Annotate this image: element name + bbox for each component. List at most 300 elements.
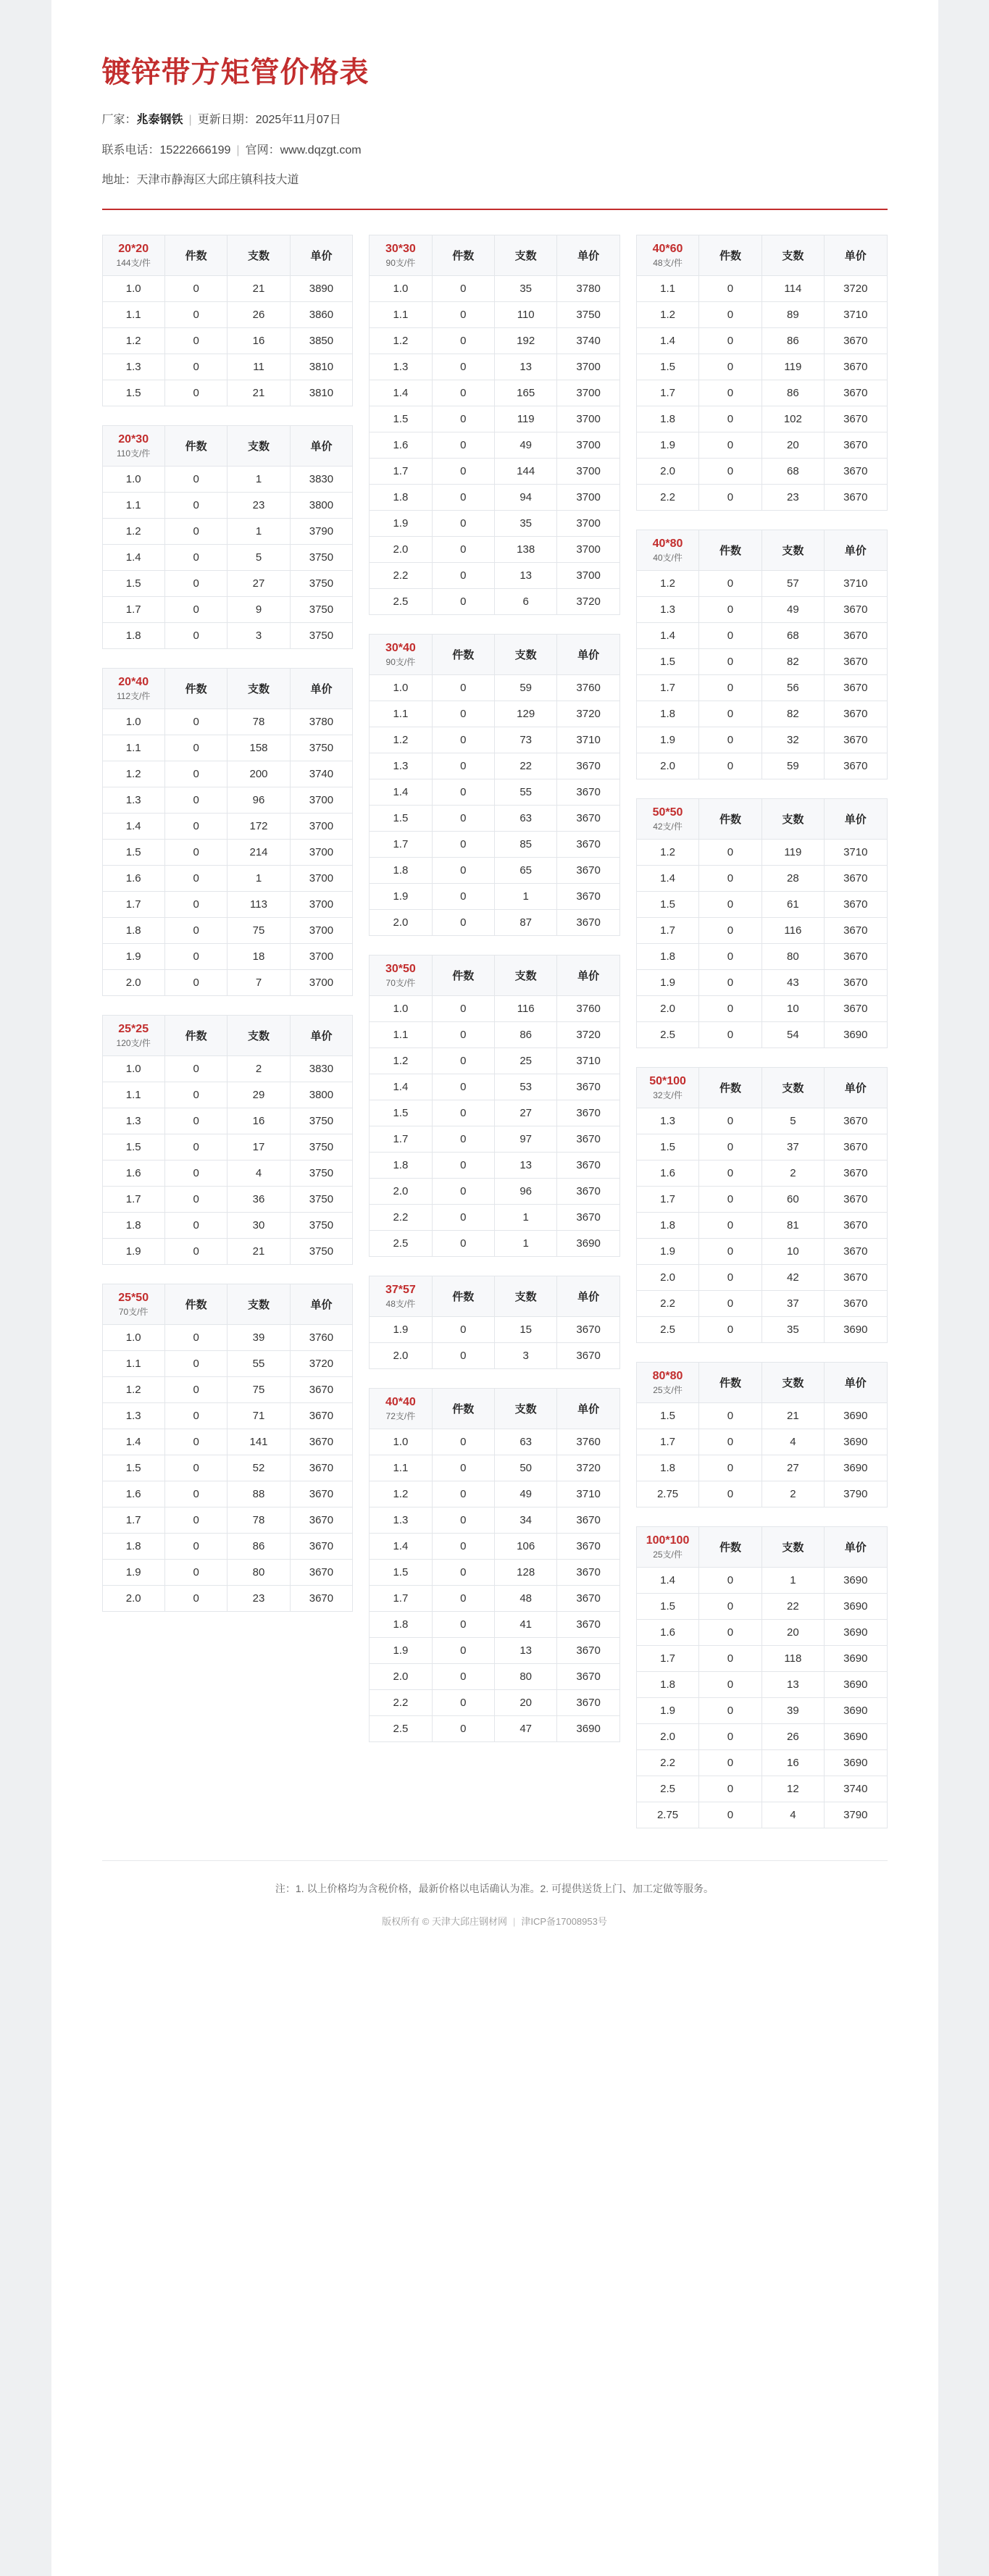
- thickness-cell: 1.5: [102, 380, 164, 406]
- pieces-cell: 35: [494, 275, 556, 301]
- pieces-cell: 22: [761, 1593, 824, 1619]
- pieces-cell: 56: [761, 674, 824, 701]
- bundles-cell: 0: [699, 1645, 761, 1671]
- column-header-1: 件数: [164, 425, 227, 466]
- pieces-cell: 106: [494, 1533, 556, 1559]
- thickness-cell: 1.4: [102, 1429, 164, 1455]
- spec-table-20*20: [102, 235, 354, 406]
- spec-table-80*80: [636, 1362, 888, 1507]
- pieces-cell: 35: [494, 510, 556, 536]
- thickness-cell: 2.2: [636, 1749, 698, 1776]
- thickness-cell: 2.0: [102, 969, 164, 995]
- price-cell: 3690: [825, 1402, 887, 1429]
- table-row: [370, 674, 620, 701]
- table-row: [102, 1134, 353, 1160]
- bundles-cell: 0: [432, 1455, 494, 1481]
- table-row: [102, 1585, 353, 1611]
- bundles-cell: 0: [699, 1134, 761, 1160]
- pieces-cell: 87: [494, 909, 556, 935]
- bundles-cell: 0: [432, 354, 494, 380]
- column-header-3: 单价: [557, 235, 619, 275]
- spec-title: [636, 1362, 698, 1402]
- pieces-cell: 49: [494, 432, 556, 458]
- column-header-2: 支数: [761, 1362, 824, 1402]
- top-spacer: [51, 0, 938, 6]
- bundles-cell: 0: [164, 813, 227, 839]
- pieces-cell: 119: [761, 839, 824, 865]
- table-row: [370, 1637, 620, 1663]
- pieces-cell: 82: [761, 701, 824, 727]
- pieces-cell: 21: [228, 275, 290, 301]
- spec-pack: 48支/件: [385, 1298, 416, 1309]
- bundles-cell: 0: [164, 1160, 227, 1186]
- bundles-cell: 0: [699, 1238, 761, 1264]
- spec-table-25*50: [102, 1284, 354, 1612]
- table-row: [370, 1689, 620, 1715]
- pieces-cell: 55: [228, 1350, 290, 1376]
- price-cell: 3750: [290, 1186, 352, 1212]
- table-row: [636, 969, 887, 995]
- price-list-page: [51, 0, 938, 2576]
- thickness-cell: 1.1: [370, 1455, 432, 1481]
- pieces-cell: 36: [228, 1186, 290, 1212]
- bundles-cell: 0: [699, 432, 761, 458]
- bundles-cell: 0: [164, 969, 227, 995]
- page-title: 镀锌带方矩管价格表: [101, 57, 370, 88]
- footer-copyright-line: [102, 1914, 888, 1928]
- spec-pack: 42支/件: [653, 821, 683, 832]
- table-row: [370, 1559, 620, 1585]
- thickness-cell: 1.5: [102, 839, 164, 865]
- table-row: [102, 1238, 353, 1264]
- column-header-2: 支数: [494, 955, 556, 995]
- price-cell: 3670: [825, 1108, 887, 1134]
- table-header-row: [636, 798, 887, 839]
- bundles-cell: 0: [164, 1507, 227, 1533]
- table-row: [102, 943, 353, 969]
- site-value[interactable]: www.dqzgt.com: [280, 143, 362, 156]
- bundles-cell: 0: [164, 1559, 227, 1585]
- thickness-cell: 1.1: [102, 1350, 164, 1376]
- bundles-cell: 0: [164, 943, 227, 969]
- thickness-cell: 1.9: [636, 969, 698, 995]
- factory-label: 厂家：: [101, 114, 137, 126]
- bundles-cell: 0: [699, 622, 761, 648]
- price-cell: 3670: [825, 1264, 887, 1290]
- price-cell: 3670: [825, 484, 887, 510]
- pieces-cell: 1: [494, 1204, 556, 1230]
- table-row: [370, 1074, 620, 1100]
- thickness-cell: 1.3: [636, 596, 698, 622]
- thickness-cell: 1.9: [370, 1316, 432, 1342]
- table-row: [636, 327, 887, 354]
- pieces-cell: 78: [228, 708, 290, 735]
- pieces-cell: 102: [761, 406, 824, 432]
- bundles-cell: 0: [699, 354, 761, 380]
- bundles-cell: 0: [432, 588, 494, 614]
- copyright-text: 版权所有 © 天津大邱庄钢材网: [382, 1915, 507, 1927]
- pieces-cell: 13: [761, 1671, 824, 1697]
- bundles-cell: 0: [699, 1160, 761, 1186]
- table-header-row: [102, 235, 353, 275]
- table-header-row: [102, 668, 353, 708]
- pieces-cell: 5: [761, 1108, 824, 1134]
- pieces-cell: 2: [761, 1481, 824, 1507]
- table-row: [636, 1021, 887, 1047]
- column-header-1: 件数: [699, 798, 761, 839]
- pieces-cell: 110: [494, 301, 556, 327]
- table-row: [370, 805, 620, 831]
- pieces-cell: 9: [228, 596, 290, 622]
- thickness-cell: 1.0: [370, 275, 432, 301]
- table-row: [370, 1585, 620, 1611]
- bundles-cell: 0: [699, 648, 761, 674]
- pieces-cell: 12: [761, 1776, 824, 1802]
- table-row: [102, 1082, 353, 1108]
- price-cell: 3720: [557, 701, 619, 727]
- bundles-cell: 0: [432, 753, 494, 779]
- thickness-cell: 1.5: [636, 1134, 698, 1160]
- table-header-row: [102, 425, 353, 466]
- bundles-cell: 0: [432, 1021, 494, 1047]
- pieces-cell: 28: [761, 865, 824, 891]
- table-row: [102, 1108, 353, 1134]
- thickness-cell: 1.0: [102, 466, 164, 492]
- thickness-cell: 1.9: [102, 943, 164, 969]
- update-label: 更新日期：: [197, 114, 256, 126]
- table-row: [370, 354, 620, 380]
- bundles-cell: 0: [699, 484, 761, 510]
- thickness-cell: 1.3: [102, 1108, 164, 1134]
- pieces-cell: 6: [494, 588, 556, 614]
- thickness-cell: 1.6: [102, 1481, 164, 1507]
- bundles-cell: 0: [164, 1429, 227, 1455]
- bundles-cell: 0: [699, 1290, 761, 1316]
- table-row: [370, 1047, 620, 1074]
- bundles-cell: 0: [699, 1264, 761, 1290]
- price-column-2: [369, 235, 620, 1742]
- thickness-cell: 1.4: [636, 1567, 698, 1593]
- table-row: [102, 1429, 353, 1455]
- table-row: [636, 622, 887, 648]
- thickness-cell: 1.2: [636, 570, 698, 596]
- bundles-cell: 0: [432, 406, 494, 432]
- pieces-cell: 13: [494, 1637, 556, 1663]
- thickness-cell: 1.5: [370, 1100, 432, 1126]
- bundles-cell: 0: [432, 1533, 494, 1559]
- bundles-cell: 0: [164, 1186, 227, 1212]
- bundles-cell: 0: [432, 995, 494, 1021]
- column-header-2: 支数: [228, 1284, 290, 1324]
- spec-pack: 70支/件: [118, 1306, 149, 1317]
- table-row: [370, 1126, 620, 1152]
- price-cell: 3670: [825, 1134, 887, 1160]
- table-header-row: [102, 1284, 353, 1324]
- price-cell: 3670: [557, 1585, 619, 1611]
- bundles-cell: 0: [164, 1481, 227, 1507]
- price-cell: 3670: [825, 458, 887, 484]
- column-header-3: 单价: [557, 1388, 619, 1429]
- column-header-2: 支数: [228, 1015, 290, 1055]
- bundles-cell: 0: [164, 1108, 227, 1134]
- price-cell: 3670: [825, 674, 887, 701]
- price-cell: 3750: [290, 596, 352, 622]
- price-cell: 3850: [290, 327, 352, 354]
- thickness-cell: 1.3: [102, 787, 164, 813]
- spec-size: 100*100: [646, 1534, 690, 1547]
- bundles-cell: 0: [699, 1186, 761, 1212]
- table-row: [102, 813, 353, 839]
- pieces-cell: 20: [494, 1689, 556, 1715]
- price-cell: 3670: [557, 1074, 619, 1100]
- pieces-cell: 80: [761, 943, 824, 969]
- pieces-cell: 4: [761, 1429, 824, 1455]
- price-cell: 3690: [825, 1671, 887, 1697]
- price-cell: 3750: [290, 622, 352, 648]
- price-cell: 3690: [825, 1455, 887, 1481]
- pieces-cell: 214: [228, 839, 290, 865]
- pieces-cell: 37: [761, 1290, 824, 1316]
- price-cell: 3750: [290, 1212, 352, 1238]
- table-row: [102, 1376, 353, 1402]
- pieces-cell: 37: [761, 1134, 824, 1160]
- price-cell: 3670: [557, 909, 619, 935]
- thickness-cell: 1.5: [370, 406, 432, 432]
- table-row: [370, 327, 620, 354]
- bundles-cell: 0: [432, 883, 494, 909]
- bundles-cell: 0: [432, 1178, 494, 1204]
- spec-title: [636, 235, 698, 275]
- price-cell: 3670: [825, 1186, 887, 1212]
- thickness-cell: 1.8: [102, 1533, 164, 1559]
- price-cell: 3700: [557, 406, 619, 432]
- table-row: [636, 1429, 887, 1455]
- bundles-cell: 0: [432, 301, 494, 327]
- price-cell: 3670: [290, 1429, 352, 1455]
- thickness-cell: 1.5: [370, 805, 432, 831]
- table-row: [370, 1715, 620, 1741]
- price-cell: 3700: [557, 458, 619, 484]
- spec-title: [370, 634, 432, 674]
- price-tables-columns: [51, 210, 938, 1828]
- thickness-cell: 1.4: [370, 1074, 432, 1100]
- pieces-cell: 47: [494, 1715, 556, 1741]
- icp-text[interactable]: 津ICP备17008953号: [521, 1915, 607, 1927]
- bundles-cell: 0: [432, 831, 494, 857]
- table-row: [102, 301, 353, 327]
- bundles-cell: 0: [432, 1152, 494, 1178]
- pieces-cell: 30: [228, 1212, 290, 1238]
- table-row: [636, 1723, 887, 1749]
- bundles-cell: 0: [432, 805, 494, 831]
- bundles-cell: 0: [699, 1481, 761, 1507]
- table-row: [636, 1481, 887, 1507]
- price-cell: 3670: [557, 1559, 619, 1585]
- bundles-cell: 0: [699, 1402, 761, 1429]
- price-cell: 3750: [290, 1134, 352, 1160]
- table-row: [102, 570, 353, 596]
- thickness-cell: 1.8: [636, 701, 698, 727]
- table-row: [102, 1455, 353, 1481]
- pieces-cell: 39: [761, 1697, 824, 1723]
- thickness-cell: 1.9: [636, 1238, 698, 1264]
- pieces-cell: 59: [494, 674, 556, 701]
- price-cell: 3670: [290, 1585, 352, 1611]
- table-header-row: [370, 955, 620, 995]
- bundles-cell: 0: [432, 727, 494, 753]
- table-row: [370, 727, 620, 753]
- table-row: [636, 865, 887, 891]
- table-row: [636, 301, 887, 327]
- pieces-cell: 21: [228, 380, 290, 406]
- pieces-cell: 27: [228, 570, 290, 596]
- thickness-cell: 1.7: [370, 458, 432, 484]
- thickness-cell: 1.2: [370, 1047, 432, 1074]
- table-row: [102, 1507, 353, 1533]
- thickness-cell: 1.0: [102, 708, 164, 735]
- table-row: [370, 1100, 620, 1126]
- price-cell: 3670: [557, 1316, 619, 1342]
- pieces-cell: 20: [761, 1619, 824, 1645]
- bundles-cell: 0: [699, 891, 761, 917]
- bundles-cell: 0: [164, 865, 227, 891]
- spec-pack: 32支/件: [653, 1090, 683, 1100]
- price-cell: 3800: [290, 1082, 352, 1108]
- pieces-cell: 1: [228, 865, 290, 891]
- thickness-cell: 1.8: [102, 1212, 164, 1238]
- spec-size: 40*40: [385, 1395, 416, 1408]
- price-cell: 3690: [825, 1645, 887, 1671]
- table-row: [636, 380, 887, 406]
- price-cell: 3700: [557, 510, 619, 536]
- column-header-2: 支数: [761, 1526, 824, 1567]
- table-header-row: [370, 634, 620, 674]
- bundles-cell: 0: [699, 275, 761, 301]
- price-cell: 3700: [290, 891, 352, 917]
- price-cell: 3760: [557, 1429, 619, 1455]
- pieces-cell: 94: [494, 484, 556, 510]
- bundles-cell: 0: [699, 1619, 761, 1645]
- thickness-cell: 1.2: [102, 327, 164, 354]
- thickness-cell: 2.2: [370, 1689, 432, 1715]
- price-cell: 3690: [825, 1316, 887, 1342]
- pieces-cell: 119: [761, 354, 824, 380]
- price-cell: 3700: [290, 839, 352, 865]
- column-header-3: 单价: [557, 634, 619, 674]
- table-header-row: [636, 1362, 887, 1402]
- price-cell: 3670: [825, 1160, 887, 1186]
- table-row: [636, 917, 887, 943]
- table-row: [636, 406, 887, 432]
- thickness-cell: 2.2: [370, 1204, 432, 1230]
- column-header-1: 件数: [699, 1526, 761, 1567]
- pieces-cell: 32: [761, 727, 824, 753]
- table-row: [102, 327, 353, 354]
- pieces-cell: 23: [761, 484, 824, 510]
- bundles-cell: 0: [432, 1507, 494, 1533]
- table-row: [636, 1802, 887, 1828]
- table-row: [370, 883, 620, 909]
- bundles-cell: 0: [699, 1567, 761, 1593]
- table-row: [370, 301, 620, 327]
- pieces-cell: 114: [761, 275, 824, 301]
- pieces-cell: 172: [228, 813, 290, 839]
- price-cell: 3700: [290, 787, 352, 813]
- bundles-cell: 0: [432, 1611, 494, 1637]
- spec-size: 40*60: [652, 242, 683, 255]
- spec-pack: 48支/件: [653, 257, 683, 268]
- pieces-cell: 29: [228, 1082, 290, 1108]
- table-row: [370, 510, 620, 536]
- bundles-cell: 0: [164, 708, 227, 735]
- pieces-cell: 129: [494, 701, 556, 727]
- thickness-cell: 2.0: [370, 536, 432, 562]
- spec-pack: 90支/件: [385, 257, 416, 268]
- spec-table-40*60: [636, 235, 888, 511]
- table-row: [636, 1108, 887, 1134]
- bundles-cell: 0: [164, 301, 227, 327]
- pieces-cell: 68: [761, 458, 824, 484]
- price-cell: 3690: [825, 1593, 887, 1619]
- bundles-cell: 0: [164, 1238, 227, 1264]
- table-row: [636, 596, 887, 622]
- thickness-cell: 1.1: [370, 1021, 432, 1047]
- table-row: [636, 1749, 887, 1776]
- bundles-cell: 0: [164, 1134, 227, 1160]
- bundles-cell: 0: [164, 570, 227, 596]
- price-cell: 3690: [825, 1723, 887, 1749]
- column-header-3: 单价: [825, 1067, 887, 1108]
- thickness-cell: 2.0: [636, 995, 698, 1021]
- bundles-cell: 0: [432, 1689, 494, 1715]
- spec-title: [102, 1015, 164, 1055]
- table-row: [370, 1230, 620, 1256]
- bundles-cell: 0: [699, 701, 761, 727]
- price-cell: 3670: [825, 701, 887, 727]
- price-cell: 3720: [557, 588, 619, 614]
- price-cell: 3670: [825, 1290, 887, 1316]
- table-row: [102, 708, 353, 735]
- price-cell: 3720: [290, 1350, 352, 1376]
- column-header-2: 支数: [494, 1276, 556, 1316]
- price-cell: 3670: [290, 1402, 352, 1429]
- thickness-cell: 1.9: [370, 510, 432, 536]
- pieces-cell: 48: [494, 1585, 556, 1611]
- pieces-cell: 89: [761, 301, 824, 327]
- thickness-cell: 2.2: [636, 1290, 698, 1316]
- pieces-cell: 61: [761, 891, 824, 917]
- pieces-cell: 55: [494, 779, 556, 805]
- table-row: [370, 484, 620, 510]
- bundles-cell: 0: [699, 917, 761, 943]
- price-cell: 3670: [557, 1637, 619, 1663]
- spec-pack: 112支/件: [116, 690, 151, 701]
- table-row: [636, 1567, 887, 1593]
- thickness-cell: 1.5: [636, 891, 698, 917]
- thickness-cell: 1.2: [102, 518, 164, 544]
- table-row: [102, 917, 353, 943]
- price-cell: 3670: [557, 779, 619, 805]
- table-row: [102, 354, 353, 380]
- table-row: [636, 727, 887, 753]
- table-row: [370, 995, 620, 1021]
- bundles-cell: 0: [164, 380, 227, 406]
- thickness-cell: 1.8: [636, 1212, 698, 1238]
- column-header-3: 单价: [825, 798, 887, 839]
- pieces-cell: 57: [761, 570, 824, 596]
- pieces-cell: 78: [228, 1507, 290, 1533]
- bundles-cell: 0: [164, 596, 227, 622]
